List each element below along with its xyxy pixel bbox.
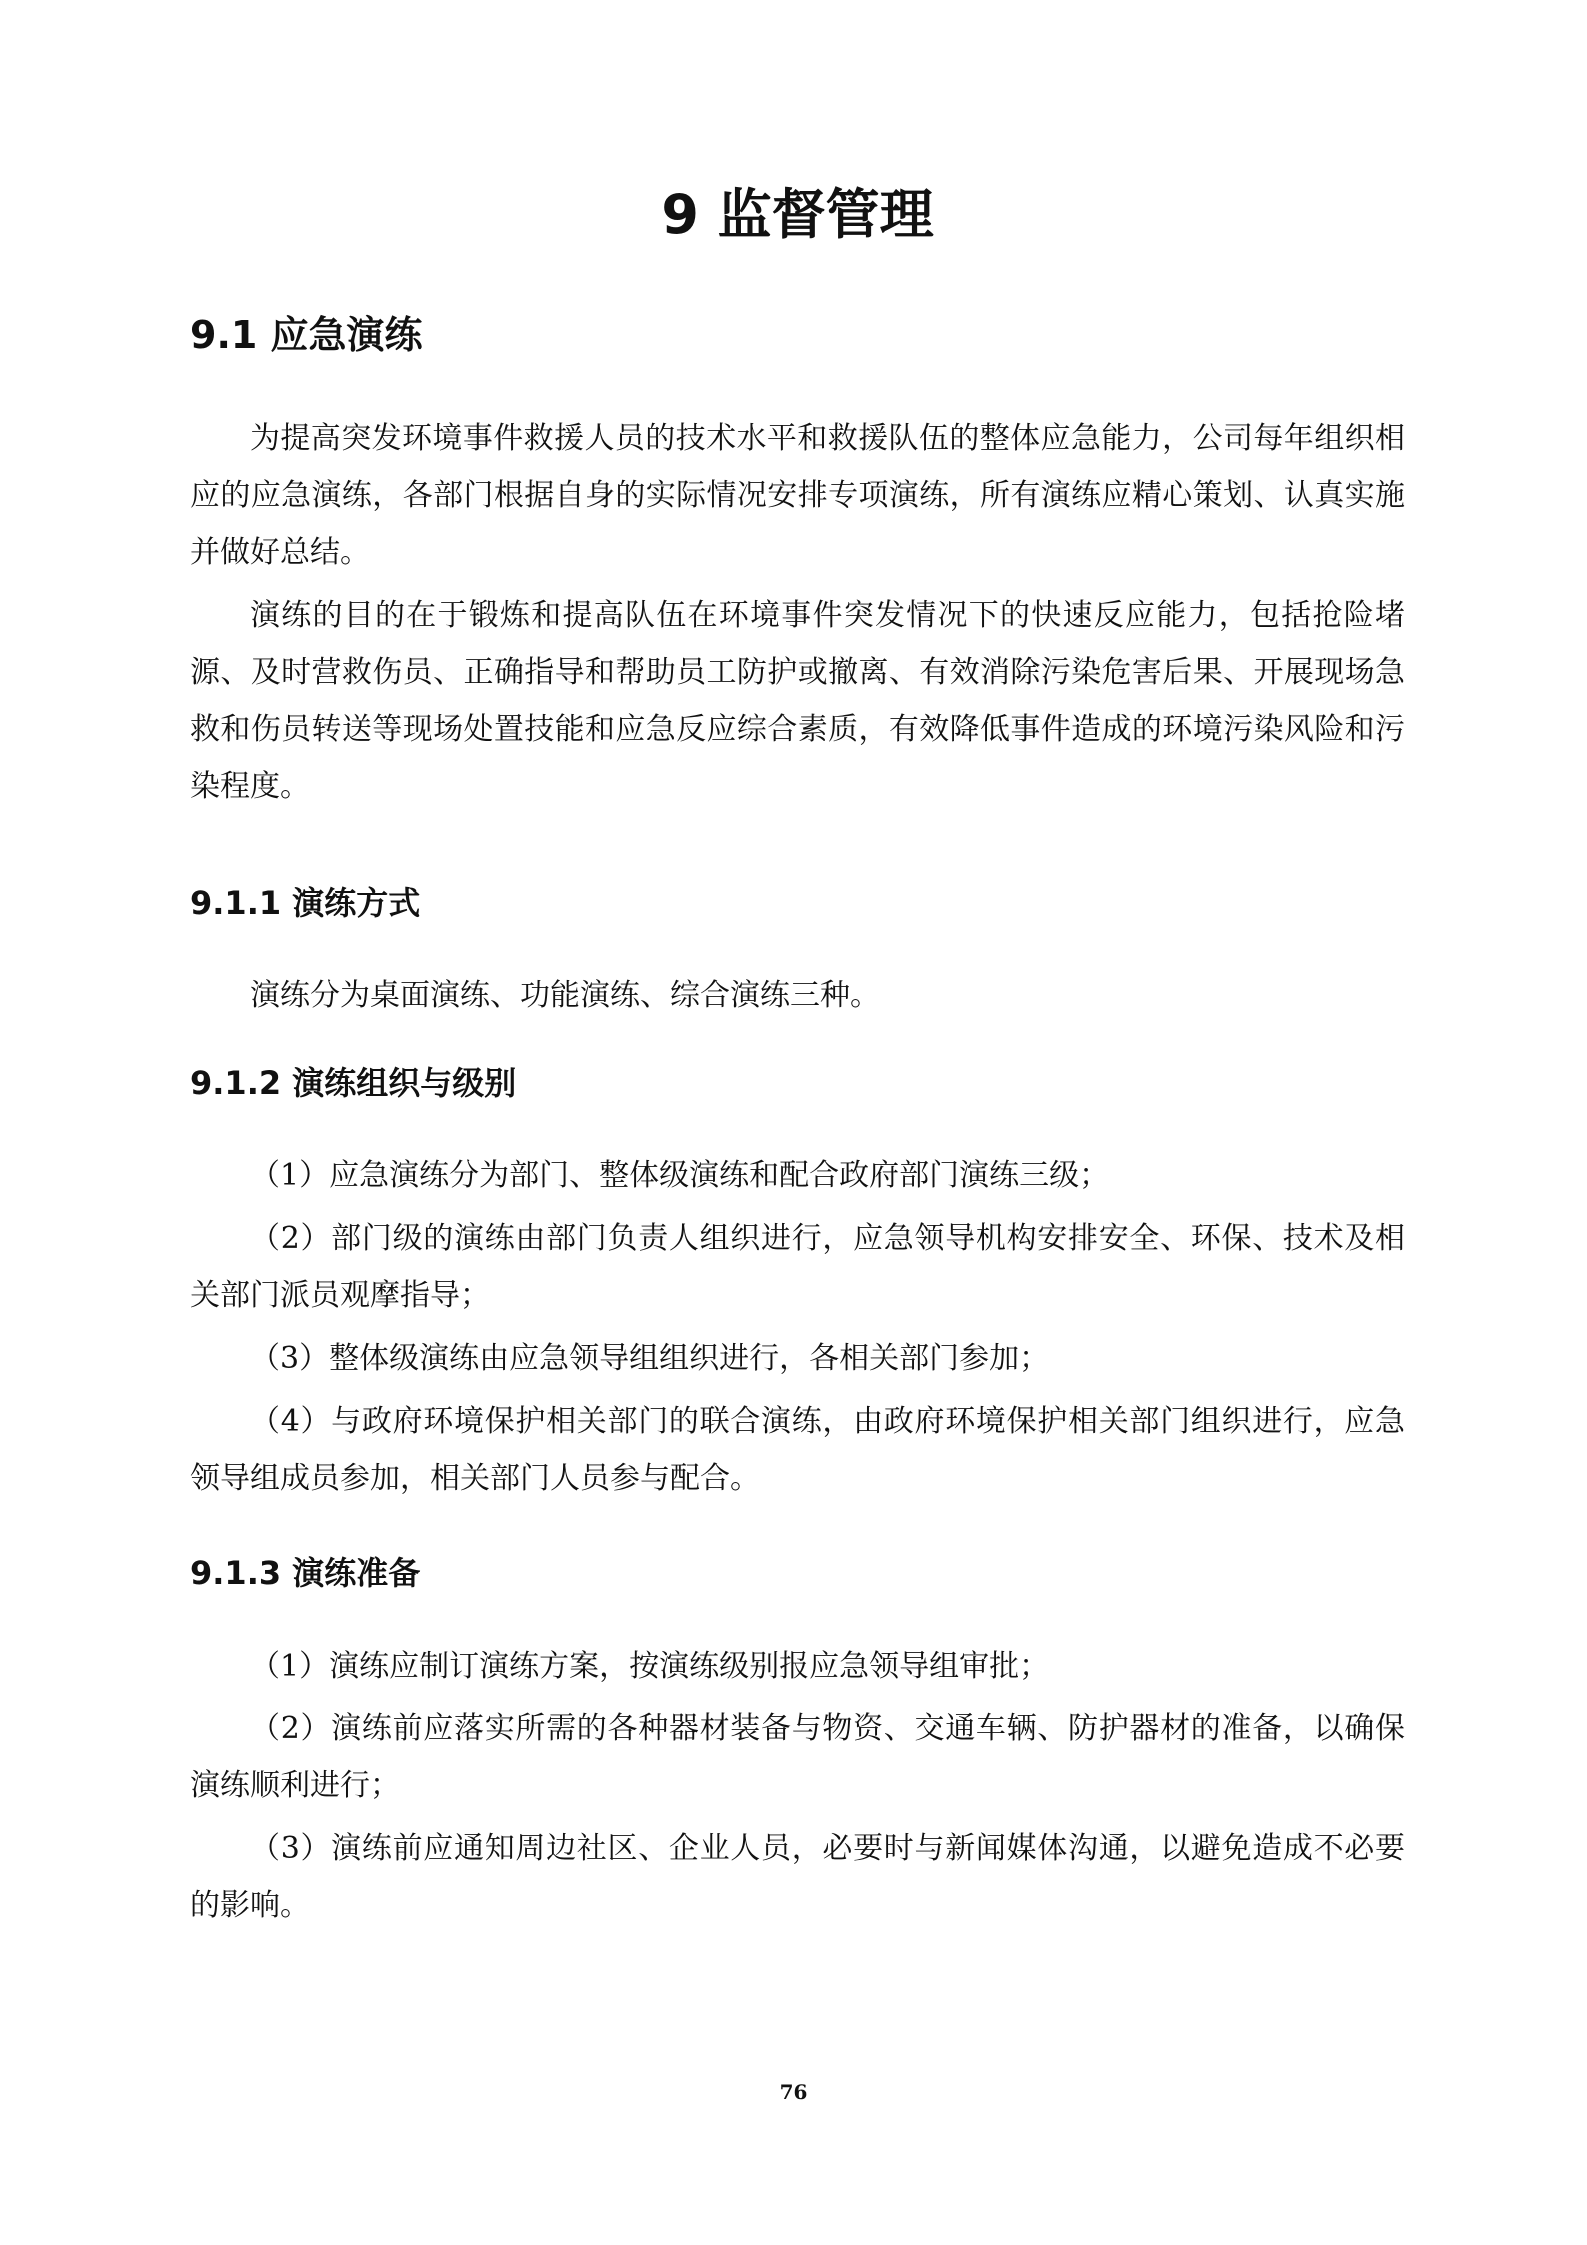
subsection-title: 9.1.2 演练组织与级别 <box>190 1064 517 1102</box>
subsection-title: 9.1.1 演练方式 <box>190 884 421 922</box>
page-number: 76 <box>779 2080 808 2104</box>
list-item: （1）应急演练分为部门、整体级演练和配合政府部门演练三级； <box>250 1158 1110 1193</box>
paragraph: 演练的目的在于锻炼和提高队伍在环境事件突发情况下的快速反应能力，包括抢险堵源、及时营救伤员、正确指导和帮助员工防护或撤离、有效消除污染危害后果、开展现场急救和伤员转送等现场处置技能和应急反应综合素质，有效降低事件造成的环境污染风险和污染程度。 <box>190 598 1405 804</box>
list-item: （4）与政府环境保护相关部门的联合演练，由政府环境保护相关部门组织进行，应急领导组成员参加，相关部门人员参与配合。 <box>190 1404 1405 1496</box>
subsection-title: 9.1.3 演练准备 <box>190 1554 421 1592</box>
chapter-title: 9 监督管理 <box>661 183 934 246</box>
paragraph: 演练分为桌面演练、功能演练、综合演练三种。 <box>250 978 880 1013</box>
list-item: （3）整体级演练由应急领导组组织进行，各相关部门参加； <box>250 1341 1050 1376</box>
paragraph: 为提高突发环境事件救援人员的技术水平和救援队伍的整体应急能力，公司每年组织相应的应急演练，各部门根据自身的实际情况安排专项演练，所有演练应精心策划、认真实施并做好总结。 <box>190 421 1405 570</box>
list-item: （1）演练应制订演练方案，按演练级别报应急领导组审批； <box>250 1649 1050 1684</box>
section-title: 9.1 应急演练 <box>190 313 423 357</box>
list-item: （2）演练前应落实所需的各种器材装备与物资、交通车辆、防护器材的准备，以确保演练顺利进行； <box>190 1711 1405 1803</box>
list-item: （3）演练前应通知周边社区、企业人员，必要时与新闻媒体沟通，以避免造成不必要的影响。 <box>190 1831 1405 1923</box>
list-item: （2）部门级的演练由部门负责人组织进行，应急领导机构安排安全、环保、技术及相关部门派员观摩指导； <box>190 1221 1405 1313</box>
